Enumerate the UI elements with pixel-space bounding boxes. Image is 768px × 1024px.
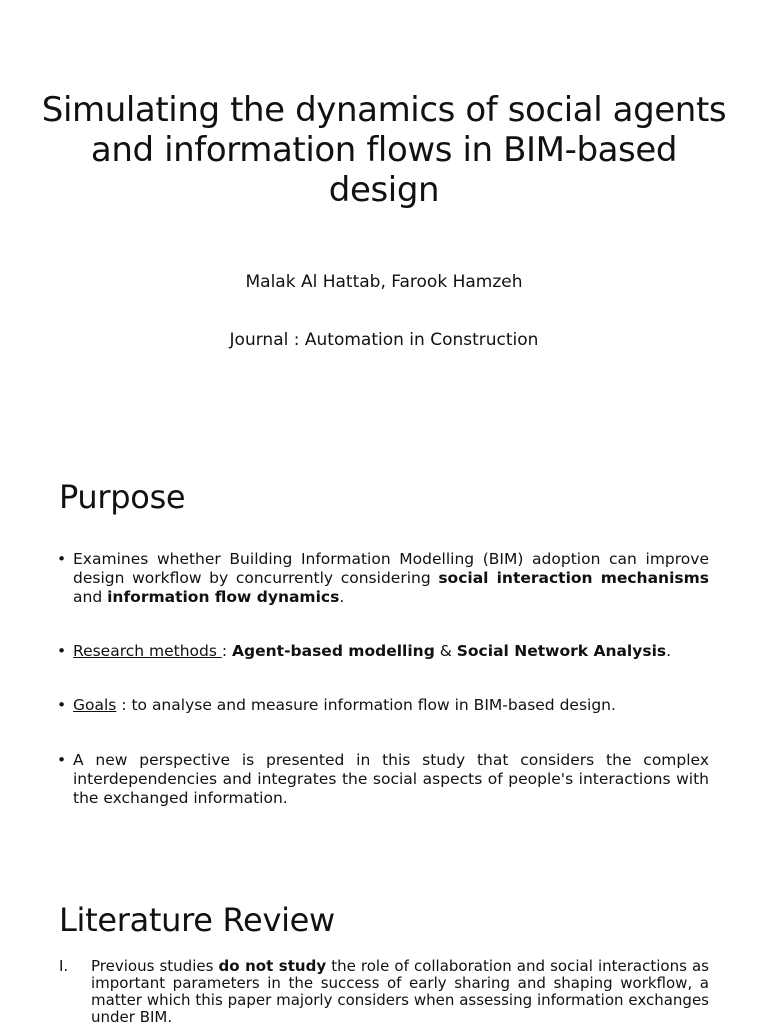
bold-run: social interaction mechanisms <box>438 569 709 587</box>
literature-item-1 <box>59 958 709 1024</box>
text-run: Previous studies <box>91 957 219 975</box>
bold-run: do not study <box>218 957 327 975</box>
bullet-marker: • <box>57 696 67 714</box>
text-run: & <box>434 642 457 660</box>
document-title: Simulating the dynamics of social agents and information flows in BIM-based design <box>41 90 727 210</box>
bold-run: Agent-based modelling <box>232 642 435 660</box>
bullet-text <box>73 642 709 661</box>
underlined-label: Research methods <box>73 642 222 660</box>
underlined-label: Goals <box>73 696 117 714</box>
text-run: A new perspective is presented in this study that considers the complex interdependencies and integrates the social aspects of people's interactions with the exchanged information. <box>73 751 709 807</box>
text-run: and <box>73 588 108 606</box>
purpose-heading: Purpose <box>59 478 186 516</box>
literature-item-text <box>91 958 709 1024</box>
bullet-marker: • <box>57 550 67 568</box>
bullet-text <box>73 550 709 607</box>
bullet-marker: • <box>57 642 67 660</box>
purpose-bullet-perspective <box>57 751 709 808</box>
text-run: . <box>666 642 672 660</box>
bullet-marker: • <box>57 751 67 769</box>
text-run: . <box>339 588 345 606</box>
roman-numeral-marker: I. <box>59 957 69 975</box>
text-run: : <box>221 642 233 660</box>
text-run: Examines whether Building Information Modelling (BIM) adoption can improve design workflow by concurrently considering <box>73 550 709 587</box>
authors-line: Malak Al Hattab, Farook Hamzeh <box>245 272 523 292</box>
text-run: the role of collaboration and social interactions as important parameters in the success of early sharing and shaping workflow, a matter which this paper majorly considers when assessing information exchanges under BIM. <box>91 957 709 1024</box>
purpose-bullet-goals <box>57 696 709 715</box>
purpose-bullet-overview <box>57 550 709 607</box>
text-run: : to analyse and measure information flow in BIM-based design. <box>116 696 616 714</box>
journal-line: Journal : Automation in Construction <box>229 330 539 350</box>
bold-run: Social Network Analysis <box>456 642 667 660</box>
bold-run: information flow dynamics <box>107 588 340 606</box>
purpose-bullet-methods <box>57 642 709 661</box>
bullet-text <box>73 751 709 808</box>
bullet-text <box>73 696 709 715</box>
literature-review-heading: Literature Review <box>59 901 335 939</box>
